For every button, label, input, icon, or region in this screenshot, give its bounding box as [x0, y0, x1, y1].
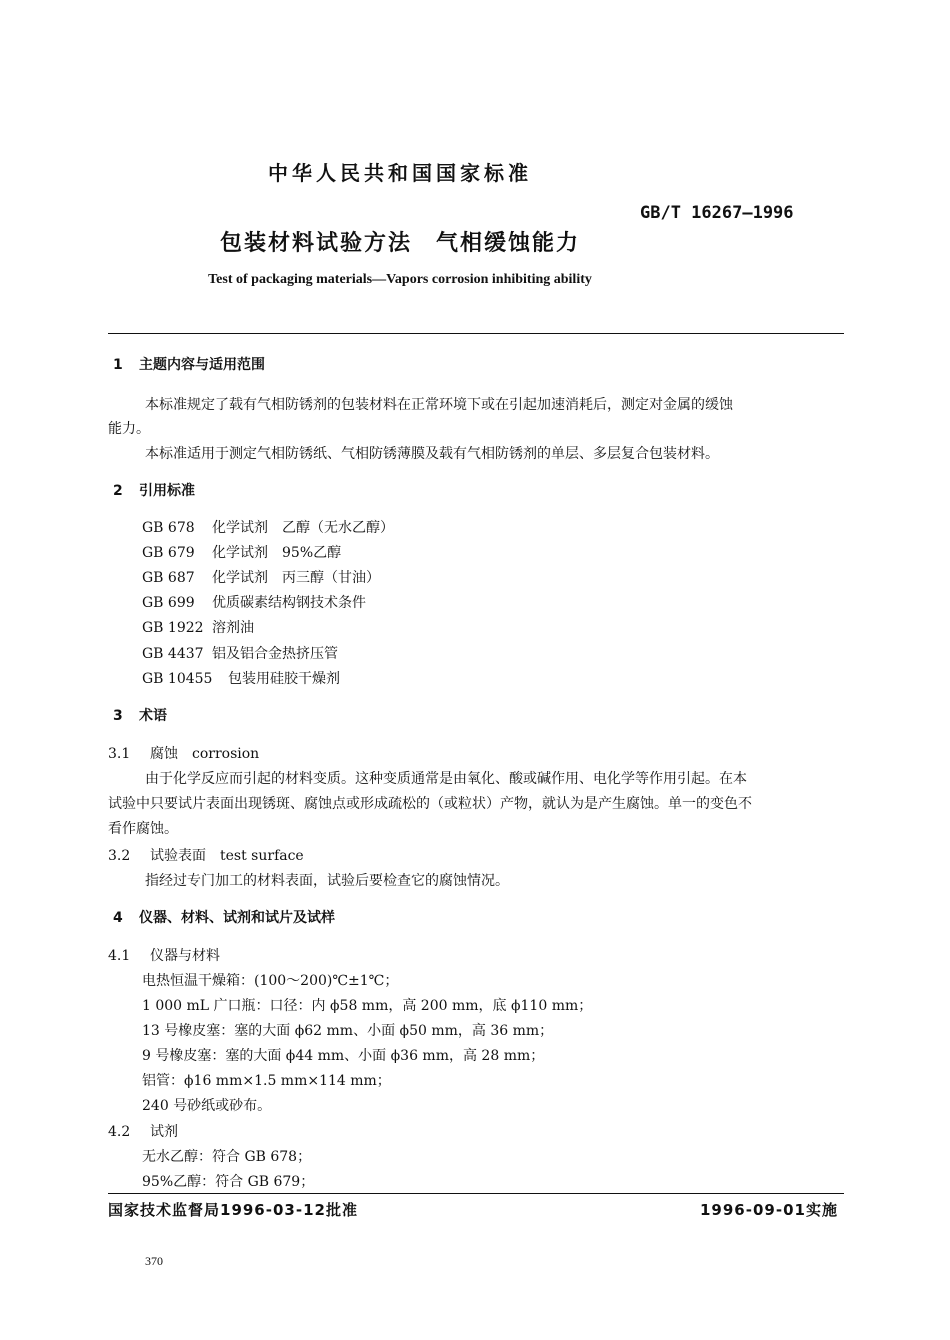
subsection-number: 3.2 — [108, 848, 131, 864]
section-1-heading — [113, 354, 265, 374]
reference-item — [142, 542, 341, 562]
term-title: 腐蚀 corrosion — [150, 746, 260, 762]
subsection-3-1-heading — [108, 743, 259, 763]
list-item: 95%乙醇：符合 GB 679； — [142, 1174, 315, 1190]
subsection-number: 3.1 — [108, 746, 131, 762]
list-item: 1 000 mL 广口瓶：口径：内 ϕ58 mm，高 200 mm，底 ϕ110 mm； — [142, 998, 593, 1014]
paragraph-continuation: 试验中只要试片表面出现锈斑、腐蚀点或形成疏松的（或粒状）产物，就认为是产生腐蚀。单一的变色不 — [108, 796, 752, 812]
section-number: 1 — [113, 357, 123, 373]
reference-text: 化学试剂 乙醇（无水乙醇） — [212, 520, 394, 536]
document-title-cn: 包装材料试验方法 气相缓蚀能力 — [219, 231, 580, 256]
section-title: 术语 — [139, 708, 167, 724]
section-title: 主题内容与适用范围 — [139, 357, 265, 373]
list-item: 无水乙醇：符合 GB 678； — [142, 1149, 312, 1165]
list-item: 9 号橡皮塞：塞的大面 ϕ44 mm、小面 ϕ36 mm，高 28 mm； — [142, 1048, 545, 1064]
reference-item — [142, 617, 254, 637]
subsection-4-1-heading — [108, 945, 220, 965]
section-2-heading — [113, 480, 195, 500]
reference-text: 化学试剂 95%乙醇 — [212, 545, 342, 561]
reference-text: 溶剂油 — [212, 620, 254, 636]
section-4-heading — [113, 907, 335, 927]
section-number: 2 — [113, 483, 123, 499]
reference-item — [142, 643, 338, 663]
reference-text: 优质碳素结构钢技术条件 — [212, 595, 366, 611]
reference-code: GB 678 — [142, 520, 195, 536]
paragraph-continuation: 能力。 — [108, 421, 150, 437]
subsection-number: 4.2 — [108, 1124, 131, 1140]
reference-code: GB 10455 — [142, 671, 213, 687]
subsection-3-2-heading — [108, 845, 304, 865]
paragraph: 本标准适用于测定气相防锈纸、气相防锈薄膜及载有气相防锈剂的单层、多层复合包装材料。 — [145, 446, 719, 462]
paragraph-continuation: 看作腐蚀。 — [108, 821, 178, 837]
list-item: 铝管：ϕ16 mm×1.5 mm×114 mm； — [142, 1073, 391, 1089]
paragraph: 指经过专门加工的材料表面，试验后要检查它的腐蚀情况。 — [145, 873, 509, 889]
reference-text: 包装用硅胶干燥剂 — [228, 671, 340, 687]
list-item: 电热恒温干燥箱：(100～200)℃±1℃； — [142, 973, 399, 989]
term-title: 试验表面 test surface — [150, 848, 304, 864]
section-number: 3 — [113, 708, 123, 724]
reference-item — [142, 668, 340, 688]
approval-line: 国家技术监督局1996-03-12批准 — [108, 1201, 358, 1219]
standard-number: GB/T 16267—1996 — [640, 203, 794, 223]
header-rule — [108, 333, 844, 334]
reference-item — [142, 517, 394, 537]
subsection-title: 仪器与材料 — [150, 948, 220, 964]
subsection-title: 试剂 — [150, 1124, 178, 1140]
national-standard-heading: 中华人民共和国国家标准 — [268, 161, 532, 185]
reference-code: GB 1922 — [142, 620, 204, 636]
document-title-en: Test of packaging materials—Vapors corrosion inhibiting ability — [208, 272, 592, 287]
implementation-date: 1996-09-01实施 — [700, 1201, 838, 1219]
reference-text: 化学试剂 丙三醇（甘油） — [212, 570, 380, 586]
section-title: 引用标准 — [139, 483, 195, 499]
footer-rule — [108, 1193, 844, 1194]
reference-code: GB 687 — [142, 570, 195, 586]
reference-code: GB 679 — [142, 545, 195, 561]
reference-text: 铝及铝合金热挤压管 — [212, 646, 338, 662]
subsection-number: 4.1 — [108, 948, 131, 964]
paragraph: 由于化学反应而引起的材料变质。这种变质通常是由氧化、酸或碱作用、电化学等作用引起。在本 — [145, 771, 747, 787]
section-3-heading — [113, 705, 167, 725]
reference-item — [142, 567, 380, 587]
paragraph: 本标准规定了载有气相防锈剂的包装材料在正常环境下或在引起加速消耗后，测定对金属的缓蚀 — [145, 397, 733, 413]
reference-code: GB 4437 — [142, 646, 204, 662]
page-number: 370 — [145, 1254, 163, 1268]
section-number: 4 — [113, 910, 123, 926]
list-item: 13 号橡皮塞：塞的大面 ϕ62 mm、小面 ϕ50 mm，高 36 mm； — [142, 1023, 554, 1039]
section-title: 仪器、材料、试剂和试片及试样 — [139, 910, 335, 926]
subsection-4-2-heading — [108, 1121, 178, 1141]
reference-code: GB 699 — [142, 595, 195, 611]
reference-item — [142, 592, 366, 612]
list-item: 240 号砂纸或砂布。 — [142, 1098, 272, 1114]
